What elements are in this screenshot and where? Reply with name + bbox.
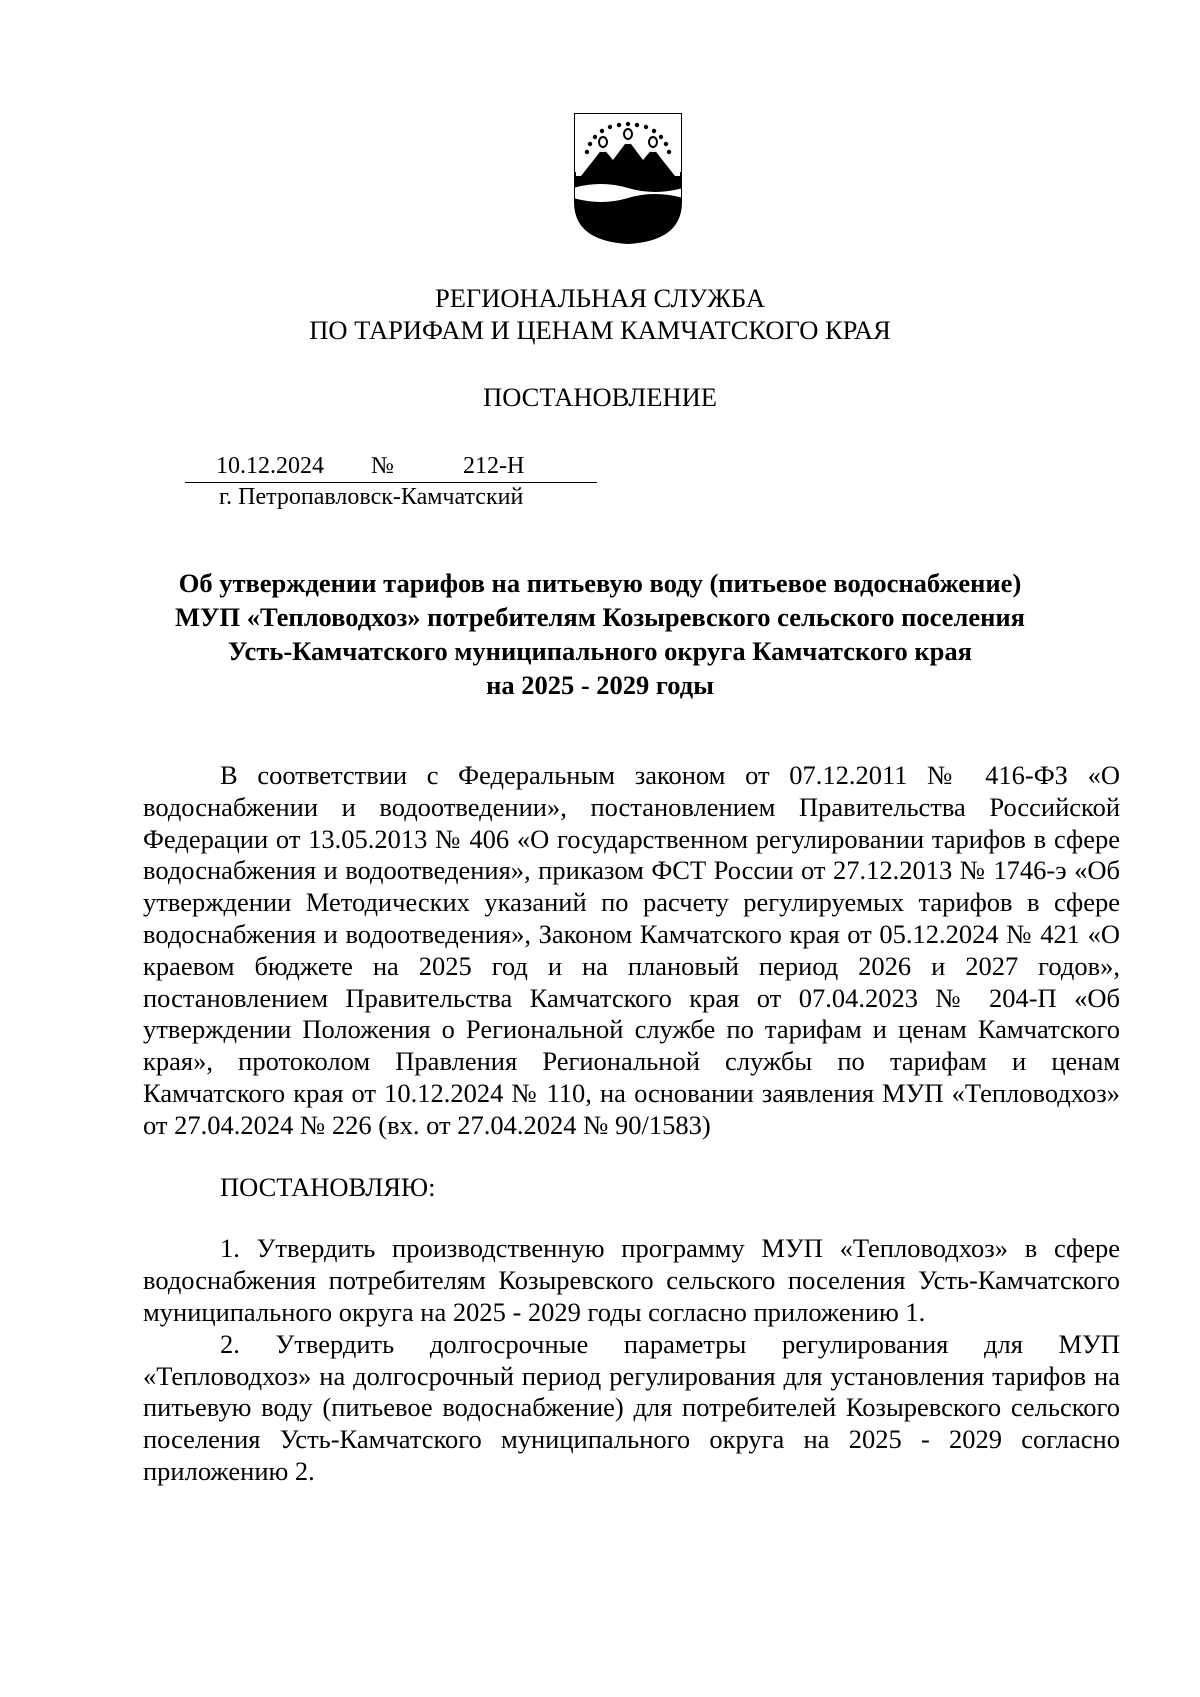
number-sign: № — [371, 453, 394, 479]
document-type: ПОСТАНОВЛЕНИЕ — [483, 382, 717, 412]
decree-word: ПОСТАНОВЛЯЮ: — [220, 1171, 436, 1202]
issuing-organization — [0, 282, 1200, 346]
item-1-paragraph: 1. Утвердить производственную программу МУП «Тепловодхоз» в сфере водоснабжения потребителям Козыревского сельского поселения Усть-Камчатского муниципального округа на 2025 - 2029 годы согласно приложению 1. — [143, 1233, 1120, 1327]
document-number: 212-Н — [463, 453, 525, 479]
document-date: 10.12.2024 — [216, 453, 324, 479]
document-heading — [0, 566, 1200, 702]
heading-line-4: на 2025 - 2029 годы — [486, 670, 714, 700]
preamble-paragraph: В соответствии с Федеральным законом от 07.12.2011 № 416-ФЗ «О водоснабжении и водоотведении», постановлением Правительства Российской Федерации от 13.05.2013 № 406 «О государственном регулировании тарифов в сфере водоснабжения и водоотведения», приказом ФСТ России от 27.12.2013 № 1746-э «Об утверждении Методических указаний по расчету регулируемых тарифов в сфере водоснабжения и водоотведения», Законом Камчатского края от 05.12.2024 № 421 «О краевом бюджете на 2025 год и на плановый период 2026 и 2027 годов», постановлением Правительства Камчатского края от 07.04.2023 № 204-П «Об утверждении Положения о Региональной службе по тарифам и ценам Камчатского края», протоколом Правления Региональной службы по тарифам и ценам Камчатского края от 10.12.2024 № 110, на основании заявления МУП «Тепловодхоз» от 27.04.2024 № 226 (вх. от 27.04.2024 № 90/1583) — [143, 760, 1120, 1140]
heading-line-1: Об утверждении тарифов на питьевую воду (питьевое водоснабжение) — [178, 568, 1022, 598]
document-body — [143, 760, 1120, 1488]
org-line-1: РЕГИОНАЛЬНАЯ СЛУЖБА — [434, 283, 766, 313]
heading-line-2: МУП «Тепловодхоз» потребителям Козыревского сельского поселения — [175, 602, 1025, 632]
date-number-row — [185, 452, 597, 483]
kamchatka-coat-of-arms-icon — [573, 112, 683, 245]
item-2-paragraph: 2. Утвердить долгосрочные параметры регулирования для МУП «Тепловодхоз» на долгосрочный период регулирования для установления тарифов на питьевую воду (питьевое водоснабжение) для потребителей Козыревского сельского поселения Усть-Камчатского муниципального округа на 2025 - 2029 согласно приложению 2. — [143, 1328, 1120, 1486]
issue-city: г. Петропавловск-Камчатский — [219, 484, 524, 510]
heading-line-3: Усть-Камчатского муниципального округа Камчатского края — [227, 636, 973, 666]
org-line-2: ПО ТАРИФАМ И ЦЕНАМ КАМЧАТСКОГО КРАЯ — [309, 315, 891, 345]
